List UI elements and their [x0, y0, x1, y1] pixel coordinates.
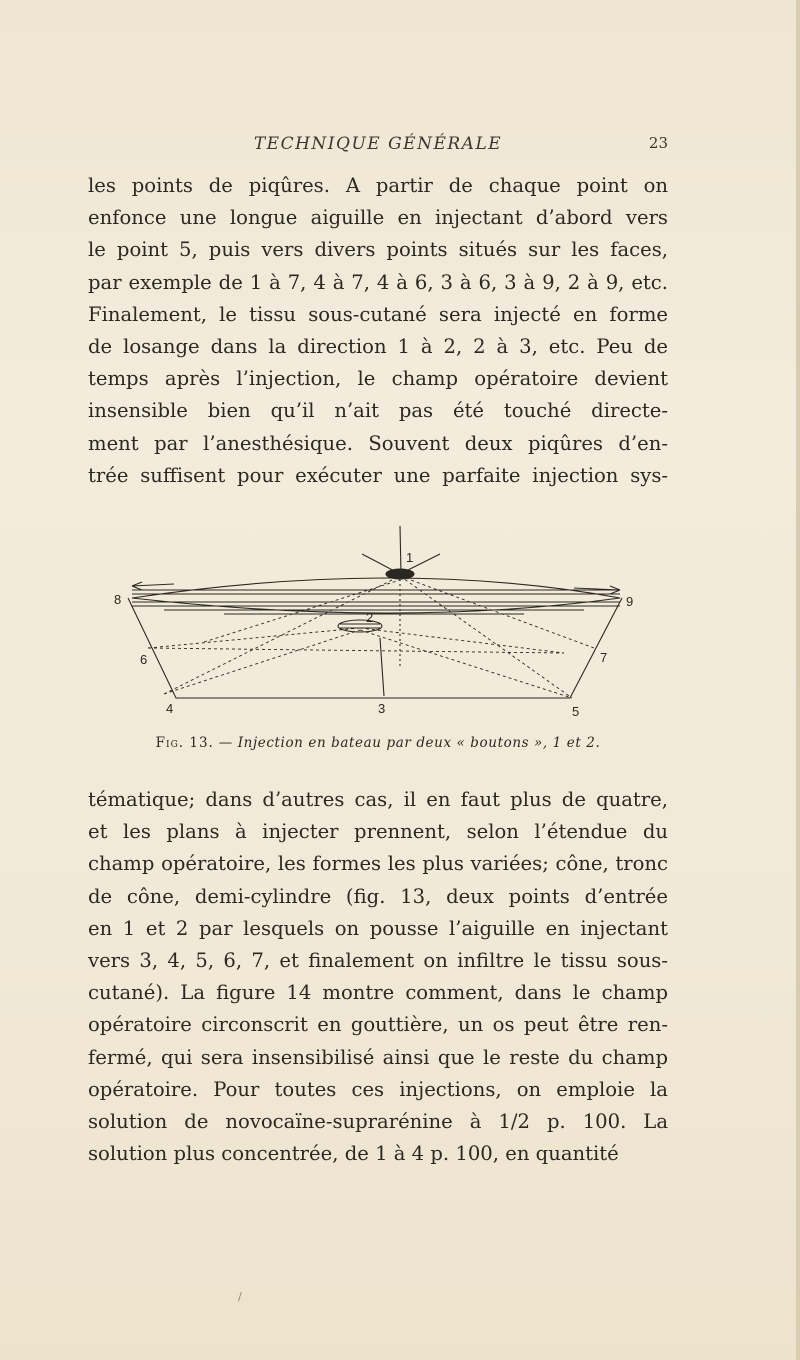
text-line: Finalement, le tissu sous-cutané sera injecté en forme [88, 302, 668, 326]
text-line: de losange dans la direction 1 à 2, 2 à 3, etc. Peu de [88, 334, 668, 358]
path-4-2 [164, 630, 360, 694]
text-line: de cône, demi-cylindre (fig. 13, deux points d’entrée [88, 884, 668, 908]
paragraph-top [88, 170, 668, 492]
text-line: par exemple de 1 à 7, 4 à 7, 4 à 6, 3 à 6, 3 à 9, 2 à 9, etc. [88, 270, 668, 294]
arrow-8 [132, 584, 174, 586]
text-line: champ opératoire, les formes les plus variées; cône, tronc [88, 852, 668, 876]
text-line: cutané). La figure 14 montre comment, dans le champ [88, 981, 668, 1005]
text-line: tématique; dans d’autres cas, il en faut plus de quatre, [88, 788, 668, 811]
boat-injection-diagram [104, 518, 664, 718]
text-line: vers 3, 4, 5, 6, 7, et finalement on infiltre le tissu sous- [88, 948, 668, 972]
text-line: et les plans à injecter prennent, selon l’étendue du [88, 820, 668, 844]
path-1-7 [400, 576, 594, 648]
figure-caption [88, 735, 668, 751]
text-line: ment par l’anesthésique. Souvent deux piqûres d’en- [88, 431, 668, 455]
label-5: 5 [572, 704, 580, 718]
text-line: les points de piqûres. A partir de chaque point on [88, 174, 668, 197]
label-9: 9 [626, 594, 634, 609]
path-6-7 [148, 648, 564, 653]
page-number: 23 [648, 134, 668, 152]
caption-text: Injection en bateau par deux « boutons », 1 et 2. [237, 735, 601, 751]
page-edge [796, 0, 800, 1360]
path-2-7 [360, 628, 564, 653]
label-7: 7 [600, 650, 608, 665]
label-4: 4 [166, 701, 174, 716]
caption-prefix: Fig. 13. [155, 735, 214, 751]
text-line: solution de novocaïne-suprarénine à 1/2 p. 100. La [88, 1109, 668, 1133]
point-1-bouton [386, 569, 414, 579]
figure-13 [104, 518, 664, 718]
running-title: TECHNIQUE GÉNÉRALE [253, 134, 503, 154]
label-1: 1 [406, 550, 414, 565]
text-line: insensible bien qu’il n’ait pas été touché directe- [88, 399, 668, 423]
stray-mark: / [238, 1290, 242, 1303]
upper-spindle [132, 578, 620, 613]
label-2: 2 [366, 610, 374, 625]
needle-down [380, 638, 384, 696]
text-line: solution plus concentrée, de 1 à 4 p. 100, en quantité [88, 1142, 619, 1166]
text-line: opératoire circonscrit en gouttière, un os peut être ren- [88, 1013, 668, 1037]
needle-top [400, 526, 401, 574]
text-line: opératoire. Pour toutes ces injections, on emploie la [88, 1077, 668, 1101]
text-line: en 1 et 2 par lesquels on pousse l’aiguille en injectant [88, 916, 668, 940]
label-8: 8 [114, 592, 122, 607]
caption-dash: — [218, 735, 233, 751]
text-line: fermé, qui sera insensibilisé ainsi que le reste du champ [88, 1045, 668, 1069]
running-head [88, 134, 668, 158]
paragraph-bottom [88, 784, 668, 1170]
label-3: 3 [378, 701, 386, 716]
path-2-5 [360, 630, 572, 698]
text-line: le point 5, puis vers divers points situés sur les faces, [88, 238, 668, 262]
text-line: enfonce une longue aiguille en injectant d’abord vers [88, 206, 668, 230]
label-6: 6 [140, 652, 148, 667]
text-line: temps après l’injection, le champ opératoire devient [88, 367, 668, 391]
text-line: trée suffisent pour exécuter une parfaite injection sys- [88, 463, 668, 487]
path-2-6 [148, 628, 360, 648]
